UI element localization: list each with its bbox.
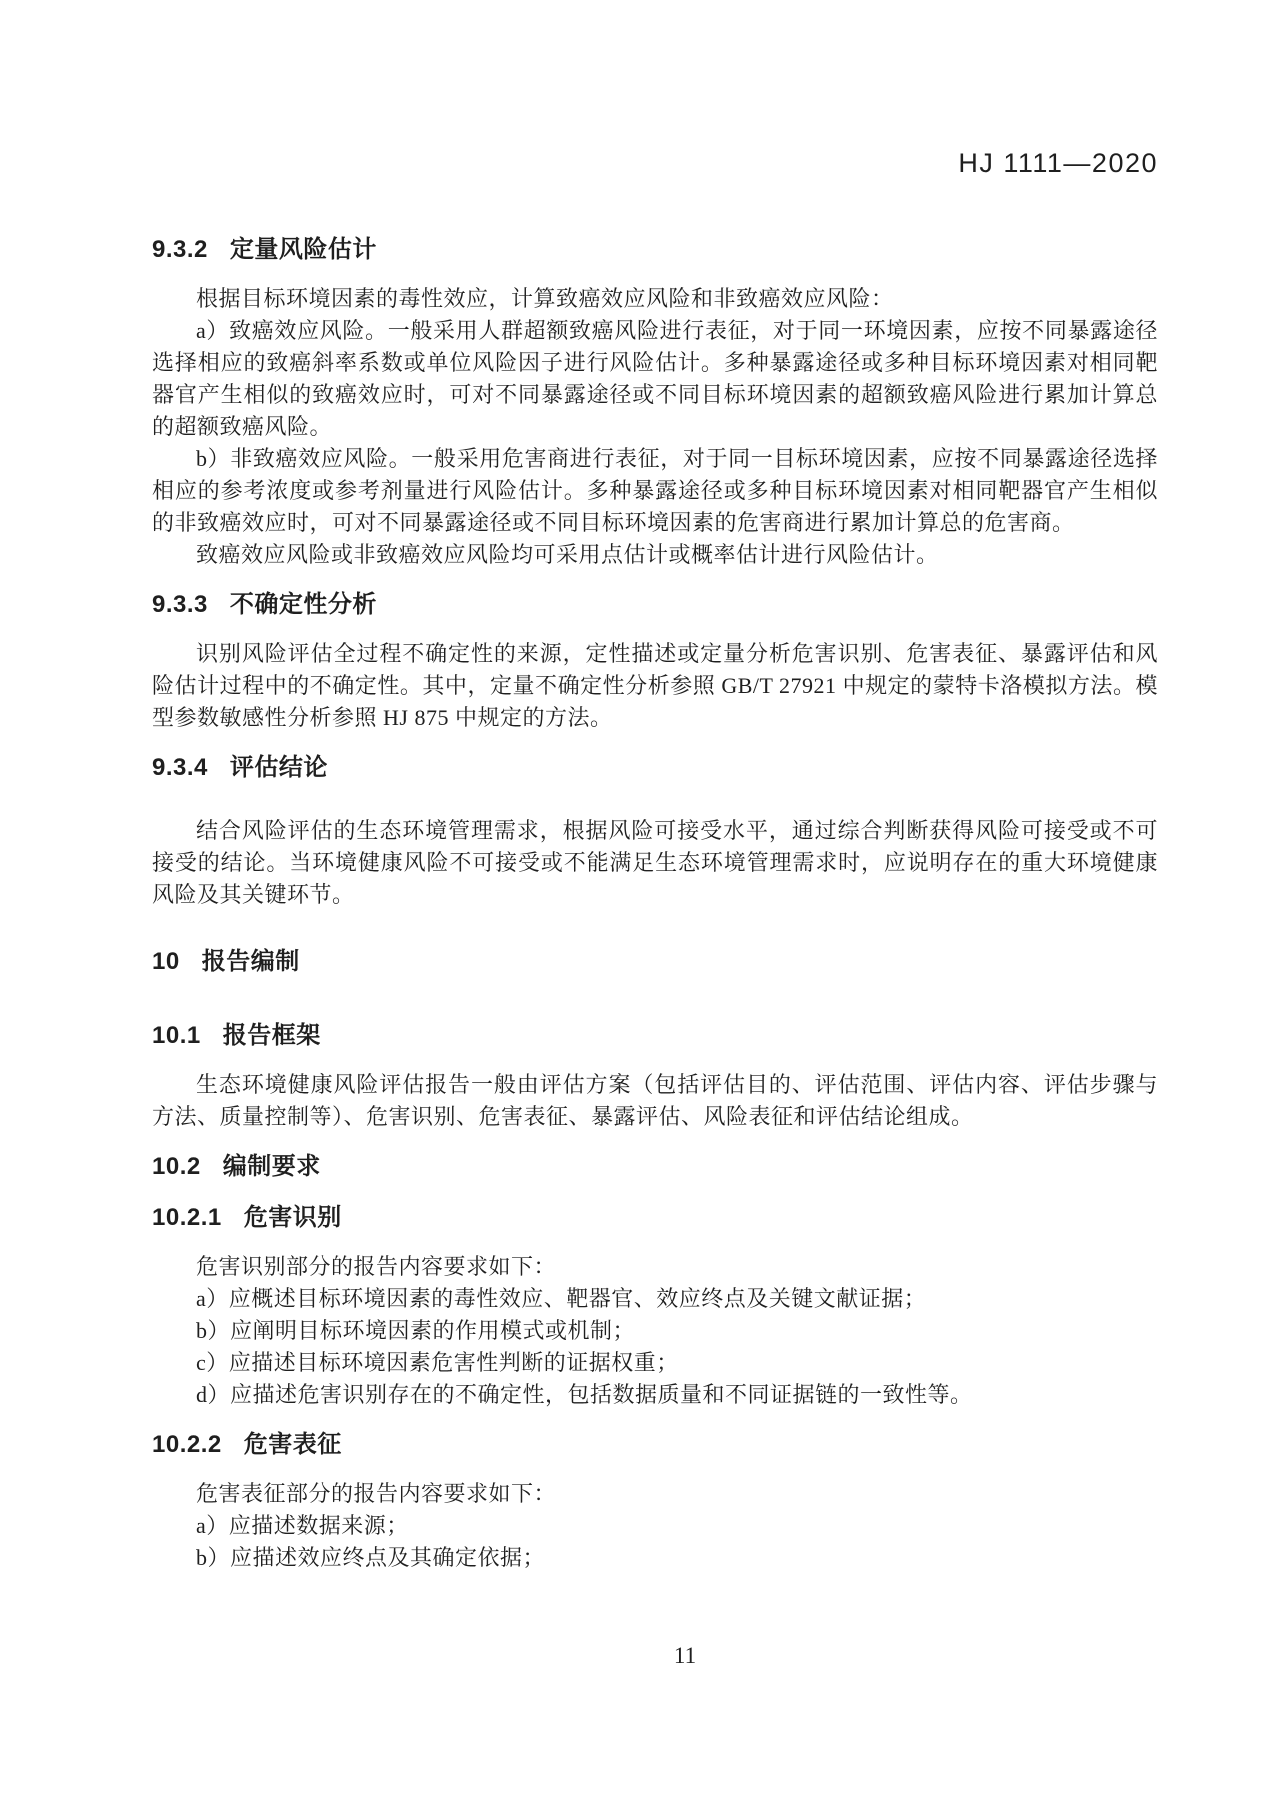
section-heading bbox=[152, 233, 1158, 267]
heading-title: 编制要求 bbox=[222, 1153, 321, 1180]
document-body bbox=[152, 233, 1158, 1574]
list-item: d）应描述危害识别存在的不确定性，包括数据质量和不同证据链的一致性等。 bbox=[196, 1382, 973, 1407]
heading-number: 10.2.1 bbox=[152, 1204, 222, 1231]
chapter-heading bbox=[152, 945, 1158, 979]
list-item: a）应概述目标环境因素的毒性效应、靶器官、效应终点及关键文献证据； bbox=[196, 1286, 927, 1311]
list-item: a）应描述数据来源； bbox=[196, 1513, 409, 1538]
list-item: c）应描述目标环境因素危害性判断的证据权重； bbox=[196, 1350, 679, 1375]
heading-title: 评估结论 bbox=[229, 754, 328, 781]
paragraph: 危害识别部分的报告内容要求如下： bbox=[196, 1254, 557, 1279]
heading-number: 10.2 bbox=[152, 1153, 201, 1180]
section-heading bbox=[152, 1150, 1158, 1184]
paragraph: 致癌效应风险或非致癌效应风险均可采用点估计或概率估计进行风险估计。 bbox=[196, 542, 939, 567]
document-header bbox=[152, 148, 1158, 178]
heading-number: 10.2.2 bbox=[152, 1431, 222, 1458]
doc-number: HJ 1111—2020 bbox=[958, 148, 1158, 178]
section-heading bbox=[152, 751, 1158, 785]
paragraph: 结合风险评估的生态环境管理需求，根据风险可接受水平，通过综合判断获得风险可接受或不可接受的结论。当环境健康风险不可接受或不能满足生态环境管理需求时，应说明存在的重大环境健康风险及其关键环节。 bbox=[152, 818, 1158, 907]
document-footer bbox=[152, 1642, 1218, 1670]
paragraph: 危害表征部分的报告内容要求如下： bbox=[196, 1481, 557, 1506]
paragraph: 根据目标环境因素的毒性效应，计算致癌效应风险和非致癌效应风险： bbox=[196, 286, 894, 311]
page-number: 11 bbox=[673, 1643, 697, 1668]
section-heading bbox=[152, 588, 1158, 622]
section-heading bbox=[152, 1428, 1158, 1462]
heading-number: 10.1 bbox=[152, 1022, 201, 1049]
heading-number: 9.3.2 bbox=[152, 236, 208, 263]
paragraph: 识别风险评估全过程不确定性的来源，定性描述或定量分析危害识别、危害表征、暴露评估和风险估计过程中的不确定性。其中，定量不确定性分析参照 GB/T 27921 中规定的蒙特卡洛模拟方法。模型参数敏感性分析参照 HJ 875 中规定的方法。 bbox=[152, 641, 1158, 730]
section-heading bbox=[152, 1201, 1158, 1235]
heading-title: 报告编制 bbox=[201, 948, 300, 975]
list-item: b）应阐明目标环境因素的作用模式或机制； bbox=[196, 1318, 636, 1343]
heading-title: 危害识别 bbox=[243, 1204, 342, 1231]
paragraph: 生态环境健康风险评估报告一般由评估方案（包括评估目的、评估范围、评估内容、评估步骤与方法、质量控制等）、危害识别、危害表征、暴露评估、风险表征和评估结论组成。 bbox=[152, 1072, 1158, 1129]
heading-title: 定量风险估计 bbox=[229, 236, 377, 263]
heading-number: 9.3.3 bbox=[152, 591, 208, 618]
section-heading bbox=[152, 1019, 1158, 1053]
paragraph: b）非致癌效应风险。一般采用危害商进行表征，对于同一目标环境因素，应按不同暴露途径选择相应的参考浓度或参考剂量进行风险估计。多种暴露途径或多种目标环境因素对相同靶器官产生相似的非致癌效应时，可对不同暴露途径或不同目标环境因素的危害商进行累加计算总的危害商。 bbox=[152, 446, 1158, 535]
heading-title: 报告框架 bbox=[222, 1022, 321, 1049]
list-item: b）应描述效应终点及其确定依据； bbox=[196, 1545, 546, 1570]
heading-title: 危害表征 bbox=[243, 1431, 342, 1458]
heading-title: 不确定性分析 bbox=[229, 591, 377, 618]
paragraph: a）致癌效应风险。一般采用人群超额致癌风险进行表征，对于同一环境因素，应按不同暴露途径选择相应的致癌斜率系数或单位风险因子进行风险估计。多种暴露途径或多种目标环境因素对相同靶器官产生相似的致癌效应时，可对不同暴露途径或不同目标环境因素的超额致癌风险进行累加计算总的超额致癌风险。 bbox=[152, 318, 1158, 439]
heading-number: 9.3.4 bbox=[152, 754, 208, 781]
heading-number: 10 bbox=[152, 948, 180, 975]
